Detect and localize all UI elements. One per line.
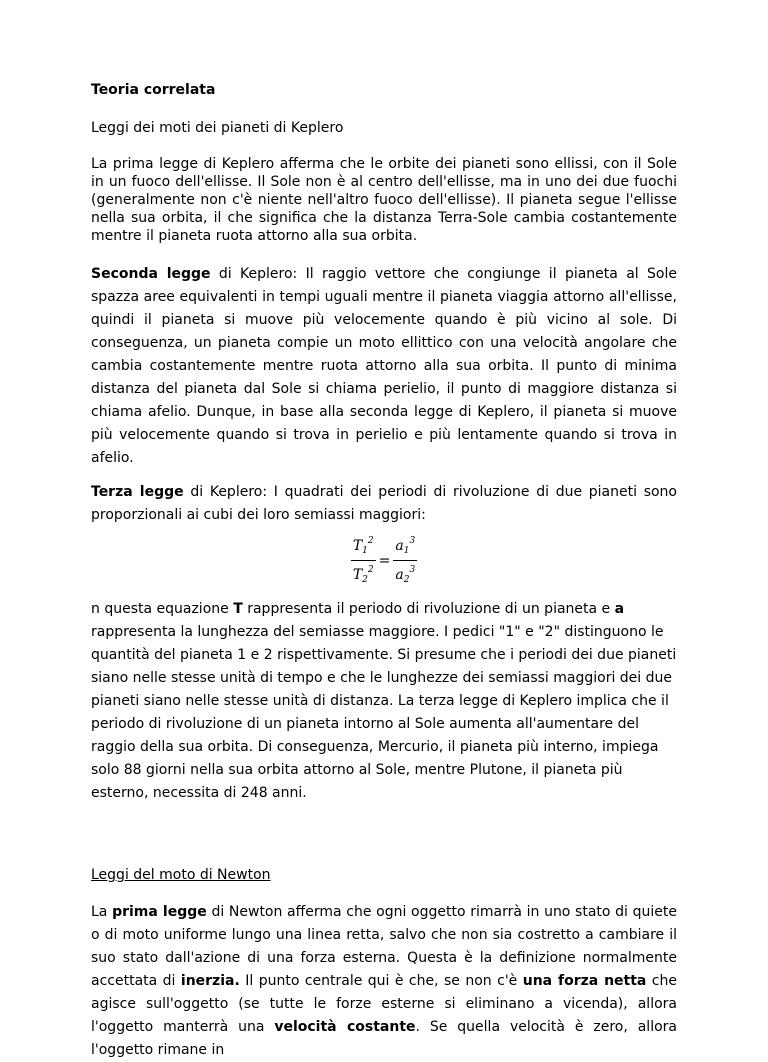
document-page: [91, 80, 677, 1062]
section-title: Teoria correlata: [91, 82, 216, 98]
second-law-text: di Keplero: Il raggio vettore che congiunge il pianeta al Sole spazza aree equivalenti in tempi uguali mentre il pianeta viaggia attorno all'ellisse, quindi il pianeta si muove più velocemente quando è più vicino al sole. Di conseguenza, un pianeta compie un moto ellittico con una velocità angolare che cambia costantemente mentre ruota attorno alla sua orbita. Il punto di minima distanza del pianeta dal Sole si chiama perielio, il punto di maggiore distanza si chiama afelio. Dunque, in base alla seconda legge di Keplero, il pianeta si muove più velocemente quando si trova in perielio e più lentamente quando si trova in afelio.: [91, 266, 677, 466]
kepler-second-law-paragraph: [91, 263, 677, 470]
period-denominator: $T_2^2$: [352, 565, 374, 585]
axis-numerator: $a_1^3$: [393, 533, 417, 561]
axis-ratio: [393, 533, 417, 588]
newton-first-law-paragraph: La prima legge di Newton afferma che ogni oggetto rimarrà in uno stato di quiete o di moto uniforme lungo una linea retta, salvo che non sia costretto a cambiare il suo stato dall'azione di una forza esterna. Questa è la definizione normalmente accettata di inerzia. Il punto centrale qui è che, se non c'è una forza netta che agisce sull'oggetto (se tutte le forze esterne si eliminano a vicenda), allora l'oggetto manterrà una velocità costante. Se quella velocità è zero, allora l'oggetto rimane in: [91, 904, 677, 1058]
kepler-third-law-paragraph: [91, 481, 677, 527]
equation-explanation-paragraph: n questa equazione T rappresenta il periodo di rivoluzione di un pianeta e a rappresenta la lunghezza del semiasse maggiore. I pedici "1" e "2" distinguono le quantità del pianeta 1 e 2 rispettivamente. Si presume che i periodi dei due pianeti siano nelle stesse unità di tempo e che le lunghezze dei semiassi maggiori dei due pianeti siano nelle stesse unità di distanza. La terza legge di Keplero implica che il periodo di rivoluzione di un pianeta intorno al Sole aumenta all'aumentare del raggio della sua orbita. Di conseguenza, Mercurio, il pianeta più interno, impiega solo 88 giorni nella sua orbita attorno al Sole, mentre Plutone, il pianeta più esterno, necessita di 248 anni.: [91, 601, 677, 801]
period-numerator: $T_1^2$: [351, 533, 376, 561]
third-law-text: di Keplero: I quadrati dei periodi di rivoluzione di due pianeti sono proporzionali ai cubi dei loro semiassi maggiori:: [91, 484, 677, 523]
axis-denominator: $a_2^3$: [395, 565, 416, 585]
kepler-third-law-formula: [91, 533, 677, 588]
newton-heading: Leggi del moto di Newton: [91, 867, 271, 883]
period-ratio: [351, 533, 376, 588]
equals-sign: =: [378, 552, 391, 569]
second-law-label: Seconda legge: [91, 266, 211, 282]
kepler-first-law-paragraph: La prima legge di Keplero afferma che le orbite dei pianeti sono ellissi, con il Sole in un fuoco dell'ellisse. Il Sole non è al centro dell'ellisse, ma in uno dei due fuochi (generalmente non c'è niente nell'altro fuoco dell'ellisse). Il pianeta segue l'ellisse nella sua orbita, il che significa che la distanza Terra-Sole cambia costantemente mentre il pianeta ruota attorno alla sua orbita.: [91, 156, 677, 244]
subtitle: Leggi dei moti dei pianeti di Keplero: [91, 120, 344, 136]
third-law-label: Terza legge: [91, 484, 184, 500]
